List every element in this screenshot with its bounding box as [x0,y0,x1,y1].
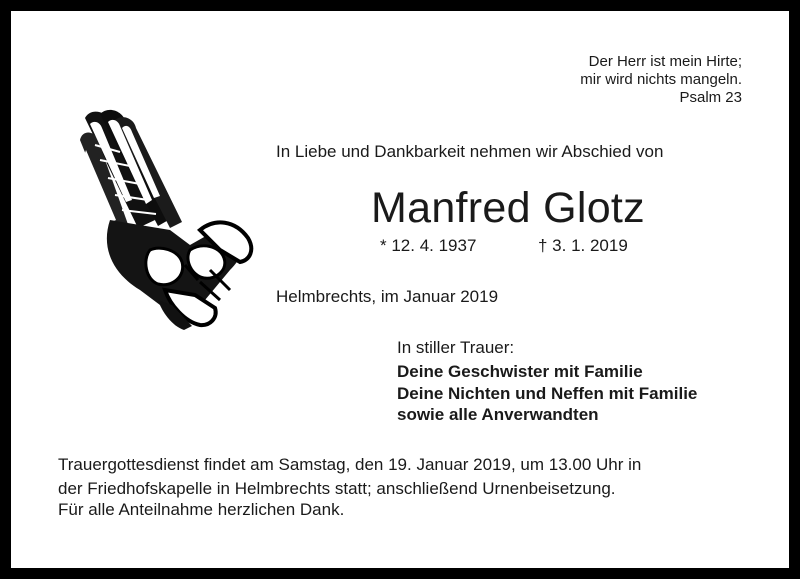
psalm-line-2: mir wird nichts mangeln. [580,71,742,88]
psalm-quote [580,53,742,107]
birth-date: * 12. 4. 1937 [380,236,477,255]
service-info [58,453,641,501]
intro-text: In Liebe und Dankbarkeit nehmen wir Abschied von [276,142,664,161]
service-line-2: der Friedhofskapelle in Helmbrechts statt; anschließend Urnenbeisetzung. [58,479,616,498]
mourner-line: sowie alle Anverwandten [397,405,599,424]
mourning-label: In stiller Trauer: [397,338,515,357]
mourners-list [397,361,697,426]
mourner-line: Deine Geschwister mit Familie [397,362,643,381]
praying-hands-icon [60,100,255,340]
deceased-name: Manfred Glotz [371,184,645,232]
place-and-date: Helmbrechts, im Januar 2019 [276,287,499,306]
thanks-text: Für alle Anteilnahme herzlichen Dank. [58,500,345,519]
psalm-line-1: Der Herr ist mein Hirte; [588,53,742,70]
psalm-reference: Psalm 23 [679,89,742,106]
service-line-1: Trauergottesdienst findet am Samstag, den 19. Januar 2019, um 13.00 Uhr in [58,455,642,474]
death-date: † 3. 1. 2019 [538,236,628,255]
mourner-line: Deine Nichten und Neffen mit Familie [397,383,698,403]
